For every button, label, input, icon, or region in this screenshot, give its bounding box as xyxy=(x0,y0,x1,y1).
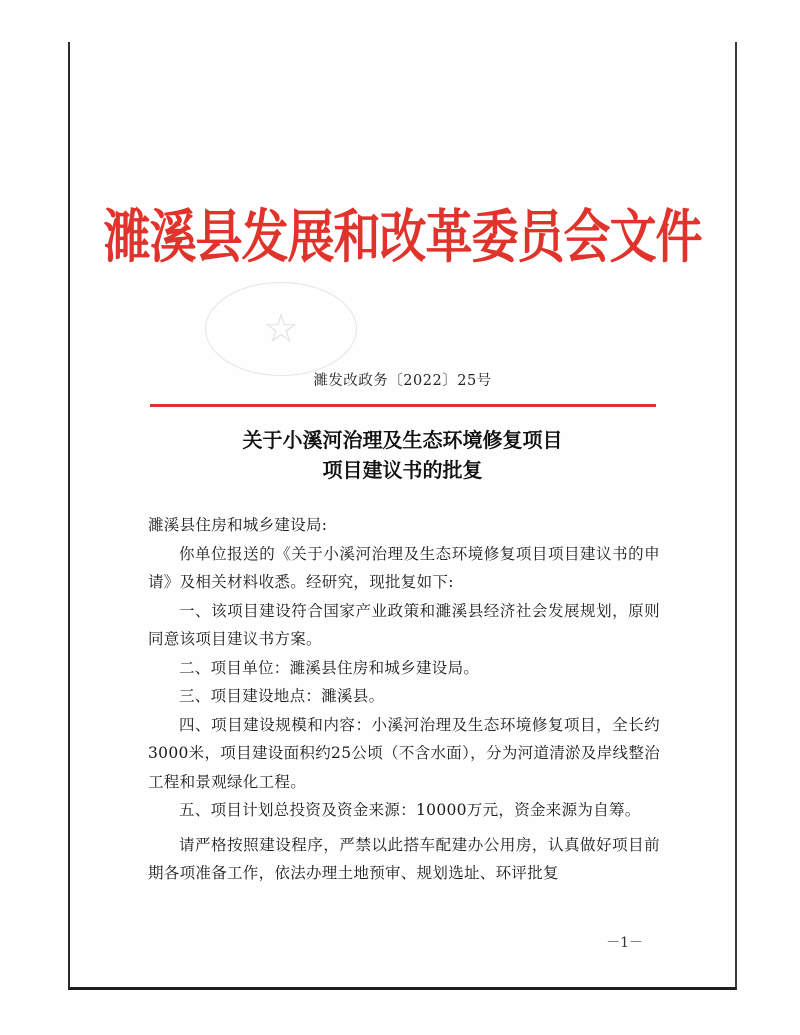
paragraph-intro: 你单位报送的《关于小溪河治理及生态环境修复项目项目建议书的申请》及相关材料收悉。经研究，现批复如下: xyxy=(148,544,660,591)
paragraph-item-1: 一、该项目建设符合国家产业政策和濉溪县经济社会发展规划，原则同意该项目建议书方案。 xyxy=(148,601,660,648)
document-header: 濉溪县发展和改革委员会文件 xyxy=(103,204,702,272)
paragraph-item-2: 二、项目单位：濉溪县住房和城乡建设局。 xyxy=(179,658,480,677)
addressee: 濉溪县住房和城乡建设局: xyxy=(148,516,328,534)
document-body xyxy=(148,511,660,888)
document-page xyxy=(68,42,737,990)
paragraph-item-3: 三、项目建设地点：濉溪县。 xyxy=(179,687,385,705)
faded-seal-stamp: ☆ xyxy=(205,282,357,376)
title-line-2: 项目建议书的批复 xyxy=(322,458,483,482)
page-number: －1－ xyxy=(606,935,643,951)
red-separator-line xyxy=(150,404,656,407)
document-number: 濉发改政务〔2022〕25号 xyxy=(313,373,492,389)
document-title xyxy=(70,425,735,485)
paragraph-requirements: 请严格按照建设程序，严禁以此搭车配建办公用房，认真做好项目前期各项准备工作，依法办理土地预审、规划选址、环评批复 xyxy=(148,835,660,882)
paragraph-item-5: 五、项目计划总投资及资金来源：10000万元，资金来源为自筹。 xyxy=(179,801,641,819)
title-line-1: 关于小溪河治理及生态环境修复项目 xyxy=(242,428,563,452)
paragraph-item-4: 四、项目建设规模和内容：小溪河治理及生态环境修复项目，全长约3000米，项目建设面积约25公顷（不含水面），分为河道清淤及岸线整治工程和景观绿化工程。 xyxy=(148,715,660,791)
